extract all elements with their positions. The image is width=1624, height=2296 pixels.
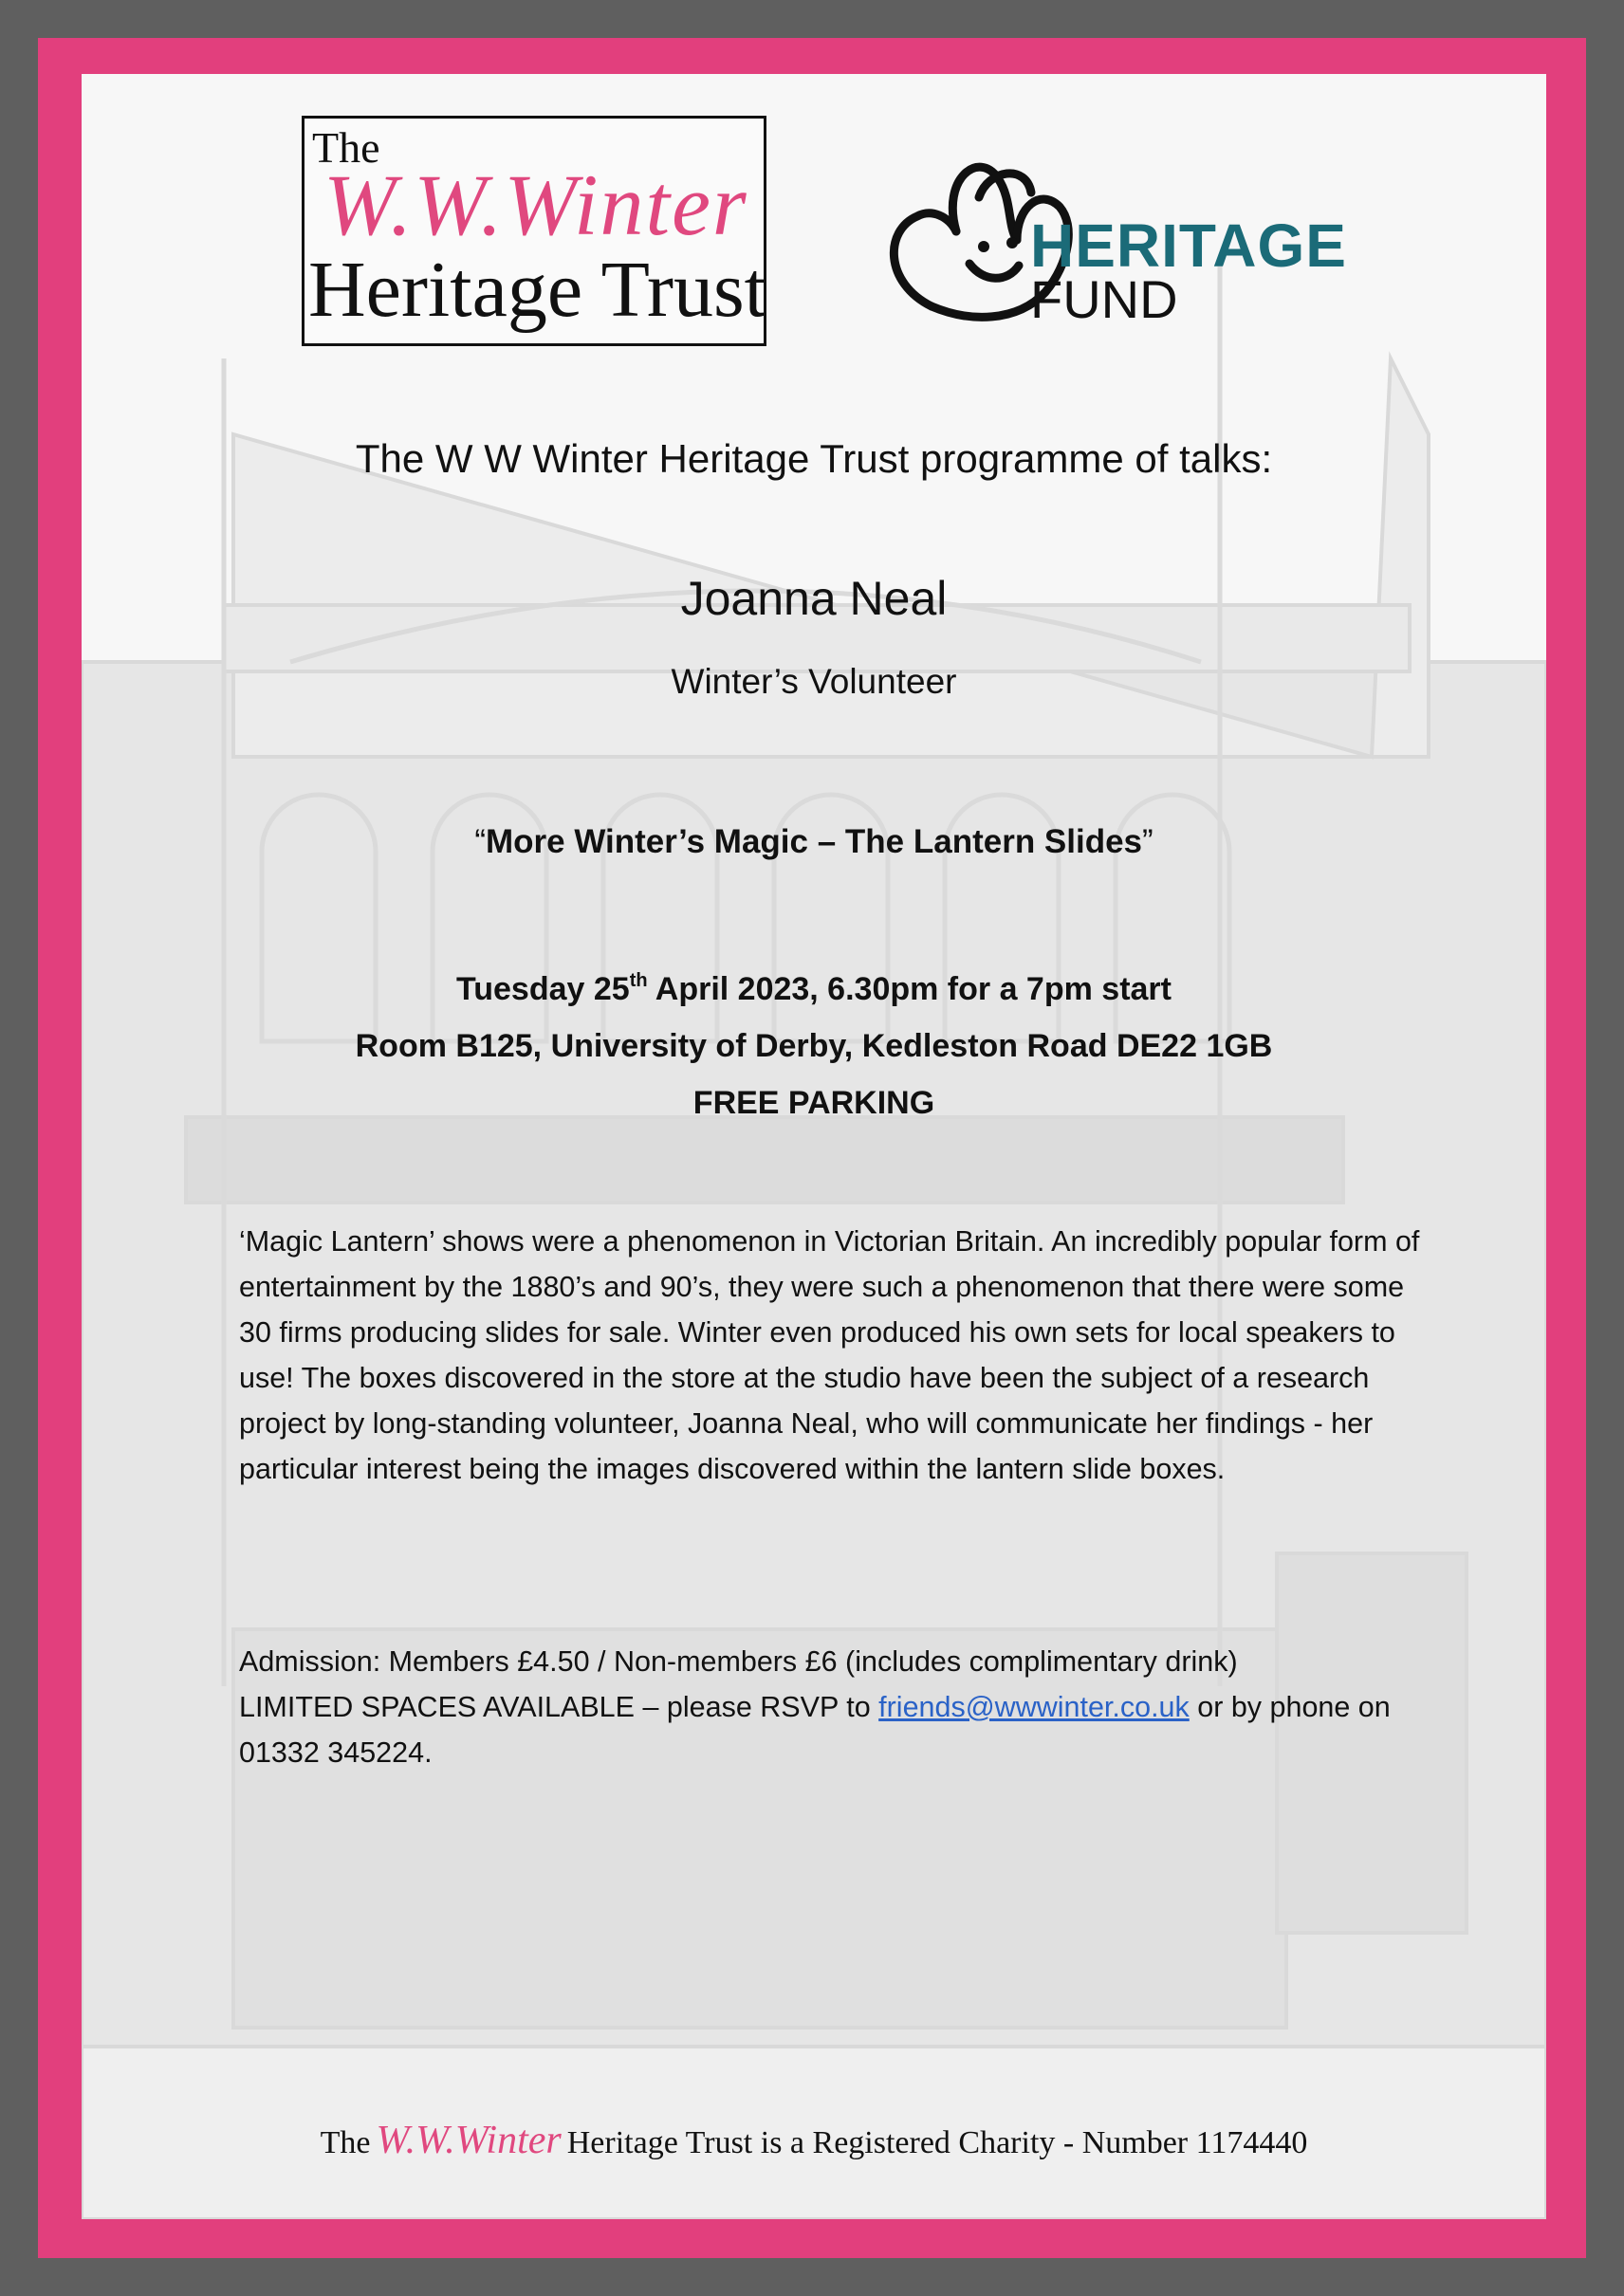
event-details <box>82 961 1546 1131</box>
rsvp-line <box>239 1684 1415 1775</box>
rsvp-text: LIMITED SPACES AVAILABLE – please RSVP to <box>239 1691 879 1723</box>
rsvp-phone: or by phone on 01332 345224. <box>239 1691 1391 1769</box>
storefront-photo-background <box>82 74 1546 2219</box>
rsvp-email-link[interactable]: friends@wwwinter.co.uk <box>878 1691 1190 1723</box>
talk-title <box>82 823 1546 861</box>
heritage-fund-heritage: HERITAGE <box>1030 211 1347 280</box>
heritage-fund-fund: FUND <box>1030 269 1178 329</box>
admission-info <box>239 1639 1415 1775</box>
admission-prices: Admission: Members £4.50 / Non-members £6 (includes complimentary drink) <box>239 1645 1238 1678</box>
speaker-name: Joanna Neal <box>680 572 948 625</box>
talk-title-text: More Winter’s Magic – The Lantern Slides <box>485 823 1143 860</box>
trust-logo-the: The <box>312 123 380 172</box>
trust-logo-signature: W.W.Winter <box>323 156 748 253</box>
talk-title-open-quote: “ <box>474 823 486 860</box>
footer-the: The <box>320 2125 371 2160</box>
talk-title-close-quote: ” <box>1142 823 1153 860</box>
event-date-suffix: th <box>629 970 648 991</box>
event-venue: Room B125, University of Derby, Kedleston Road DE22 1GB <box>355 1028 1273 1064</box>
footer-charity-text: Heritage Trust is a Registered Charity - Number 1174440 <box>566 2125 1308 2160</box>
event-date-main: Tuesday 25 <box>456 971 630 1007</box>
talk-description: ‘Magic Lantern’ shows were a phenomenon in Victorian Britain. An incredibly popular form of entertainment by the 1880’s and 90’s, they were such a phenomenon that there were some 30 firms producing slides for sale. Winter even produced his own sets for local speakers to use! The boxes discovered in the store at the studio have been the subject of a research project by long-standing volunteer, Joanna Neal, who will communicate her findings - her particular interest being the images discovered within the lantern slide boxes. <box>239 1225 1420 1485</box>
charity-footer <box>82 2118 1546 2163</box>
event-parking: FREE PARKING <box>692 1085 935 1121</box>
speaker-role: Winter’s Volunteer <box>671 662 957 701</box>
event-date <box>82 961 1546 1018</box>
poster-page <box>82 74 1546 2219</box>
programme-heading: The W W Winter Heritage Trust programme of talks: <box>355 436 1273 481</box>
trust-logo <box>302 116 766 346</box>
footer-signature: W.W.Winter <box>376 2119 562 2162</box>
trust-logo-name: Heritage Trust <box>308 246 766 334</box>
event-date-time: April 2023, 6.30pm for a 7pm start <box>647 971 1172 1007</box>
